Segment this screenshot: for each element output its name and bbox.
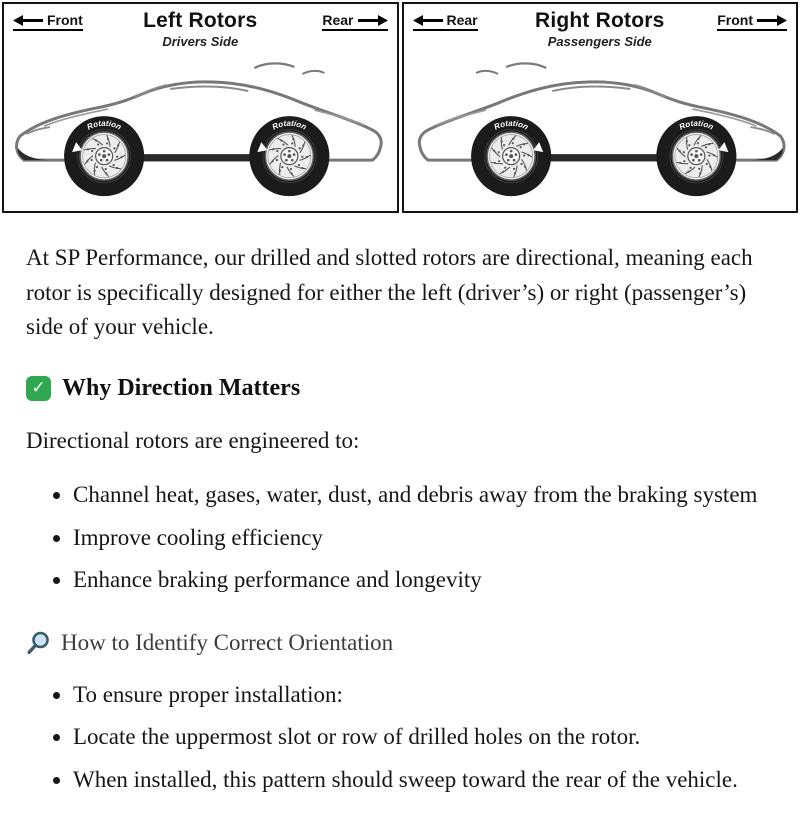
svg-text:Rotation: Rotation bbox=[270, 118, 308, 132]
right-rotors-panel bbox=[402, 2, 799, 213]
front-direction-label bbox=[13, 12, 83, 31]
check-mark-icon: ✓ bbox=[26, 376, 51, 401]
svg-text:Rotation: Rotation bbox=[492, 118, 530, 132]
intro-paragraph: At SP Performance, our drilled and slotted rotors are directional, meaning each rotor is specifically designed for either the left (driver’s) or right (passenger’s) side of your vehicle. bbox=[26, 245, 753, 339]
right-arrow-icon bbox=[358, 15, 388, 26]
right-car-illustration bbox=[404, 52, 797, 204]
heading-text: How to Identify Correct Orientation bbox=[61, 629, 394, 655]
left-car-illustration bbox=[4, 52, 397, 204]
panel-title: Right Rotors bbox=[534, 9, 665, 32]
list-item: • When installed, this pattern should sweep toward the rear of the vehicle. bbox=[73, 763, 774, 798]
list-item: • Locate the uppermost slot or row of drilled holes on the rotor. bbox=[73, 720, 774, 755]
front-direction-label bbox=[717, 12, 787, 31]
direction-label-text: Front bbox=[717, 12, 753, 28]
left-arrow-icon bbox=[413, 15, 443, 26]
article-content bbox=[0, 213, 800, 835]
panel-subtitle: Passengers Side bbox=[547, 34, 652, 49]
lead-text: Directional rotors are engineered to: bbox=[26, 427, 360, 453]
list-item: • Channel heat, gases, water, dust, and debris away from the braking system bbox=[73, 478, 774, 513]
svg-text:Rotation: Rotation bbox=[85, 118, 123, 132]
left-rotors-panel bbox=[2, 2, 399, 213]
rotor-direction-diagram bbox=[0, 0, 800, 213]
section-heading-why-direction-matters bbox=[26, 375, 774, 402]
magnifying-glass-icon bbox=[26, 630, 52, 656]
list-item: • Improve cooling efficiency bbox=[73, 521, 774, 556]
heading-text: Why Direction Matters bbox=[62, 374, 301, 401]
section-heading-identify-orientation bbox=[26, 630, 774, 656]
right-arrow-icon bbox=[757, 15, 787, 26]
rear-direction-label bbox=[322, 12, 387, 31]
right-panel-header bbox=[404, 4, 797, 52]
left-panel-header bbox=[4, 4, 397, 52]
list-item: • Enhance braking performance and longevity bbox=[73, 563, 774, 598]
svg-text:Rotation: Rotation bbox=[677, 118, 715, 132]
panel-title: Left Rotors bbox=[143, 9, 258, 32]
left-arrow-icon bbox=[13, 15, 43, 26]
list-item: • To ensure proper installation: bbox=[73, 678, 774, 713]
panel-subtitle: Drivers Side bbox=[162, 34, 239, 49]
direction-label-text: Rear bbox=[446, 12, 478, 28]
direction-label-text: Rear bbox=[322, 12, 354, 28]
direction-label-text: Front bbox=[47, 12, 83, 28]
rear-direction-label bbox=[413, 12, 478, 31]
benefits-list bbox=[26, 478, 774, 598]
orientation-list bbox=[26, 678, 774, 798]
